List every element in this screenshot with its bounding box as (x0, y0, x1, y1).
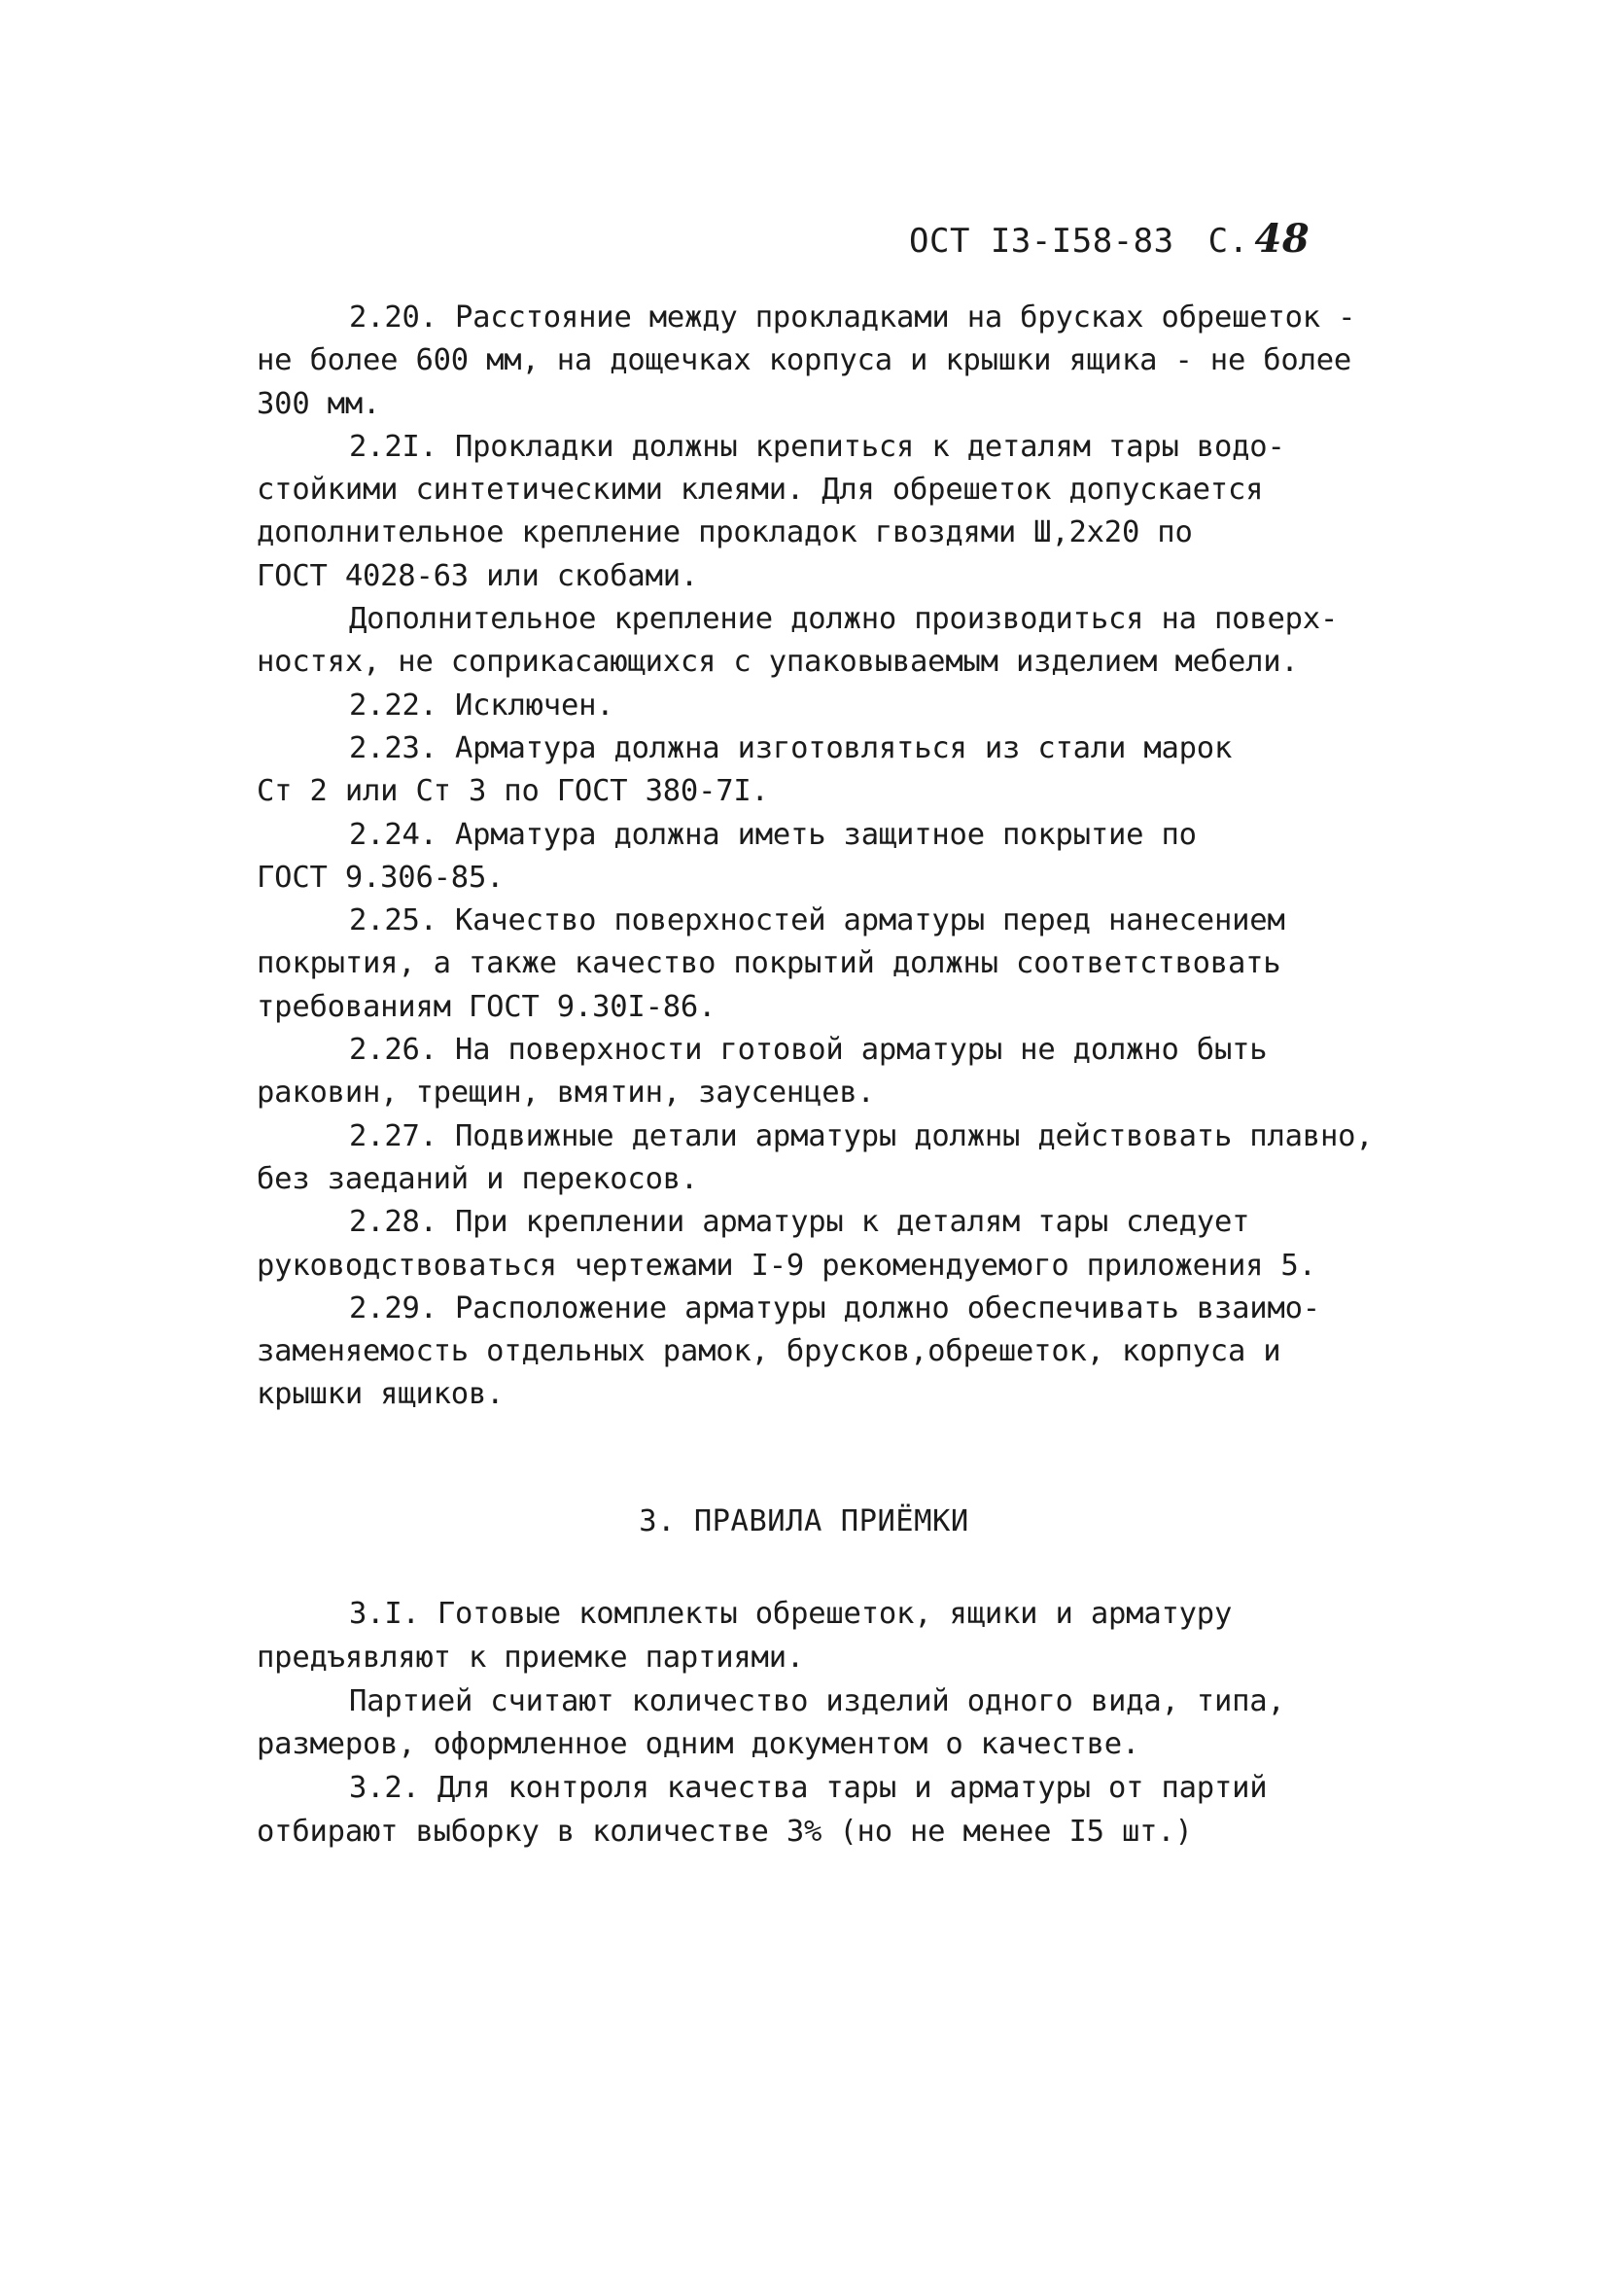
section-3-body (257, 1593, 1394, 1854)
paragraph-2-27: 2.27. Подвижные детали арматуры должны действовать плавно, без заеданий и перекосов. (257, 1118, 1374, 1196)
paragraph-2-29: 2.29. Расположение арматуры должно обеспечивать взаимо- заменяемость отдельных рамок, брусков,обрешеток, корпуса и крышки ящиков. (257, 1290, 1320, 1412)
section-2-body (257, 297, 1394, 1417)
paragraph-3-1-batch: Партией считают количество изделий одного вида, типа, размеров, оформленное одним документом о качестве. (257, 1683, 1285, 1762)
paragraph-3-2: 3.2. Для контроля качества тары и арматуры от партий отбирают выборку в количестве 3% (но не менее I5 шт.) (257, 1771, 1268, 1849)
paragraph-3-1: 3.I. Готовые комплекты обрешеток, ящики и арматуру предъявляют к приемке партиями. (257, 1597, 1233, 1675)
page-number: 48 (1254, 216, 1311, 262)
paragraph-2-22: 2.22. Исключен. (349, 688, 614, 723)
document-number: ОСТ I3-I58-83 (909, 222, 1174, 261)
paragraph-2-20: 2.20. Расстояние между прокладками на брусках обрешеток - не более 600 мм, на дощечках корпуса и крышки ящика - не более 300 мм. (257, 300, 1356, 421)
paragraph-2-28: 2.28. При креплении арматуры к деталям тары следует руководствоваться чертежами I-9 рекомендуемого приложения 5. (257, 1205, 1316, 1283)
paragraph-2-23: 2.23. Арматура должна изготовляться из стали марок Ст 2 или Ст 3 по ГОСТ 380-7I. (257, 730, 1233, 809)
page-prefix: С. (1207, 222, 1249, 261)
paragraph-2-21: 2.2I. Прокладки должны крепиться к деталям тары водо- стойкими синтетическими клеями. Для обрешеток допускается дополнительное крепление прокладок гвоздями Ш,2х20 по ГОСТ 4028-63 или скобами. (257, 429, 1285, 593)
section-3-heading: 3. ПРАВИЛА ПРИЁМКИ (639, 1504, 969, 1538)
paragraph-2-24: 2.24. Арматура должна иметь защитное покрытие по ГОСТ 9.306-85. (257, 817, 1197, 895)
page-header (909, 216, 1310, 262)
paragraph-2-21-extra: Дополнительное крепление должно производиться на поверх- ностях, не соприкасающихся с упаковываемым изделием мебели. (257, 602, 1339, 680)
paragraph-2-26: 2.26. На поверхности готовой арматуры не должно быть раковин, трещин, вмятин, заусенцев. (257, 1033, 1268, 1111)
paragraph-2-25: 2.25. Качество поверхностей арматуры перед нанесением покрытия, а также качество покрытий должны соответствовать требованиям ГОСТ 9.30I-86. (257, 903, 1285, 1024)
